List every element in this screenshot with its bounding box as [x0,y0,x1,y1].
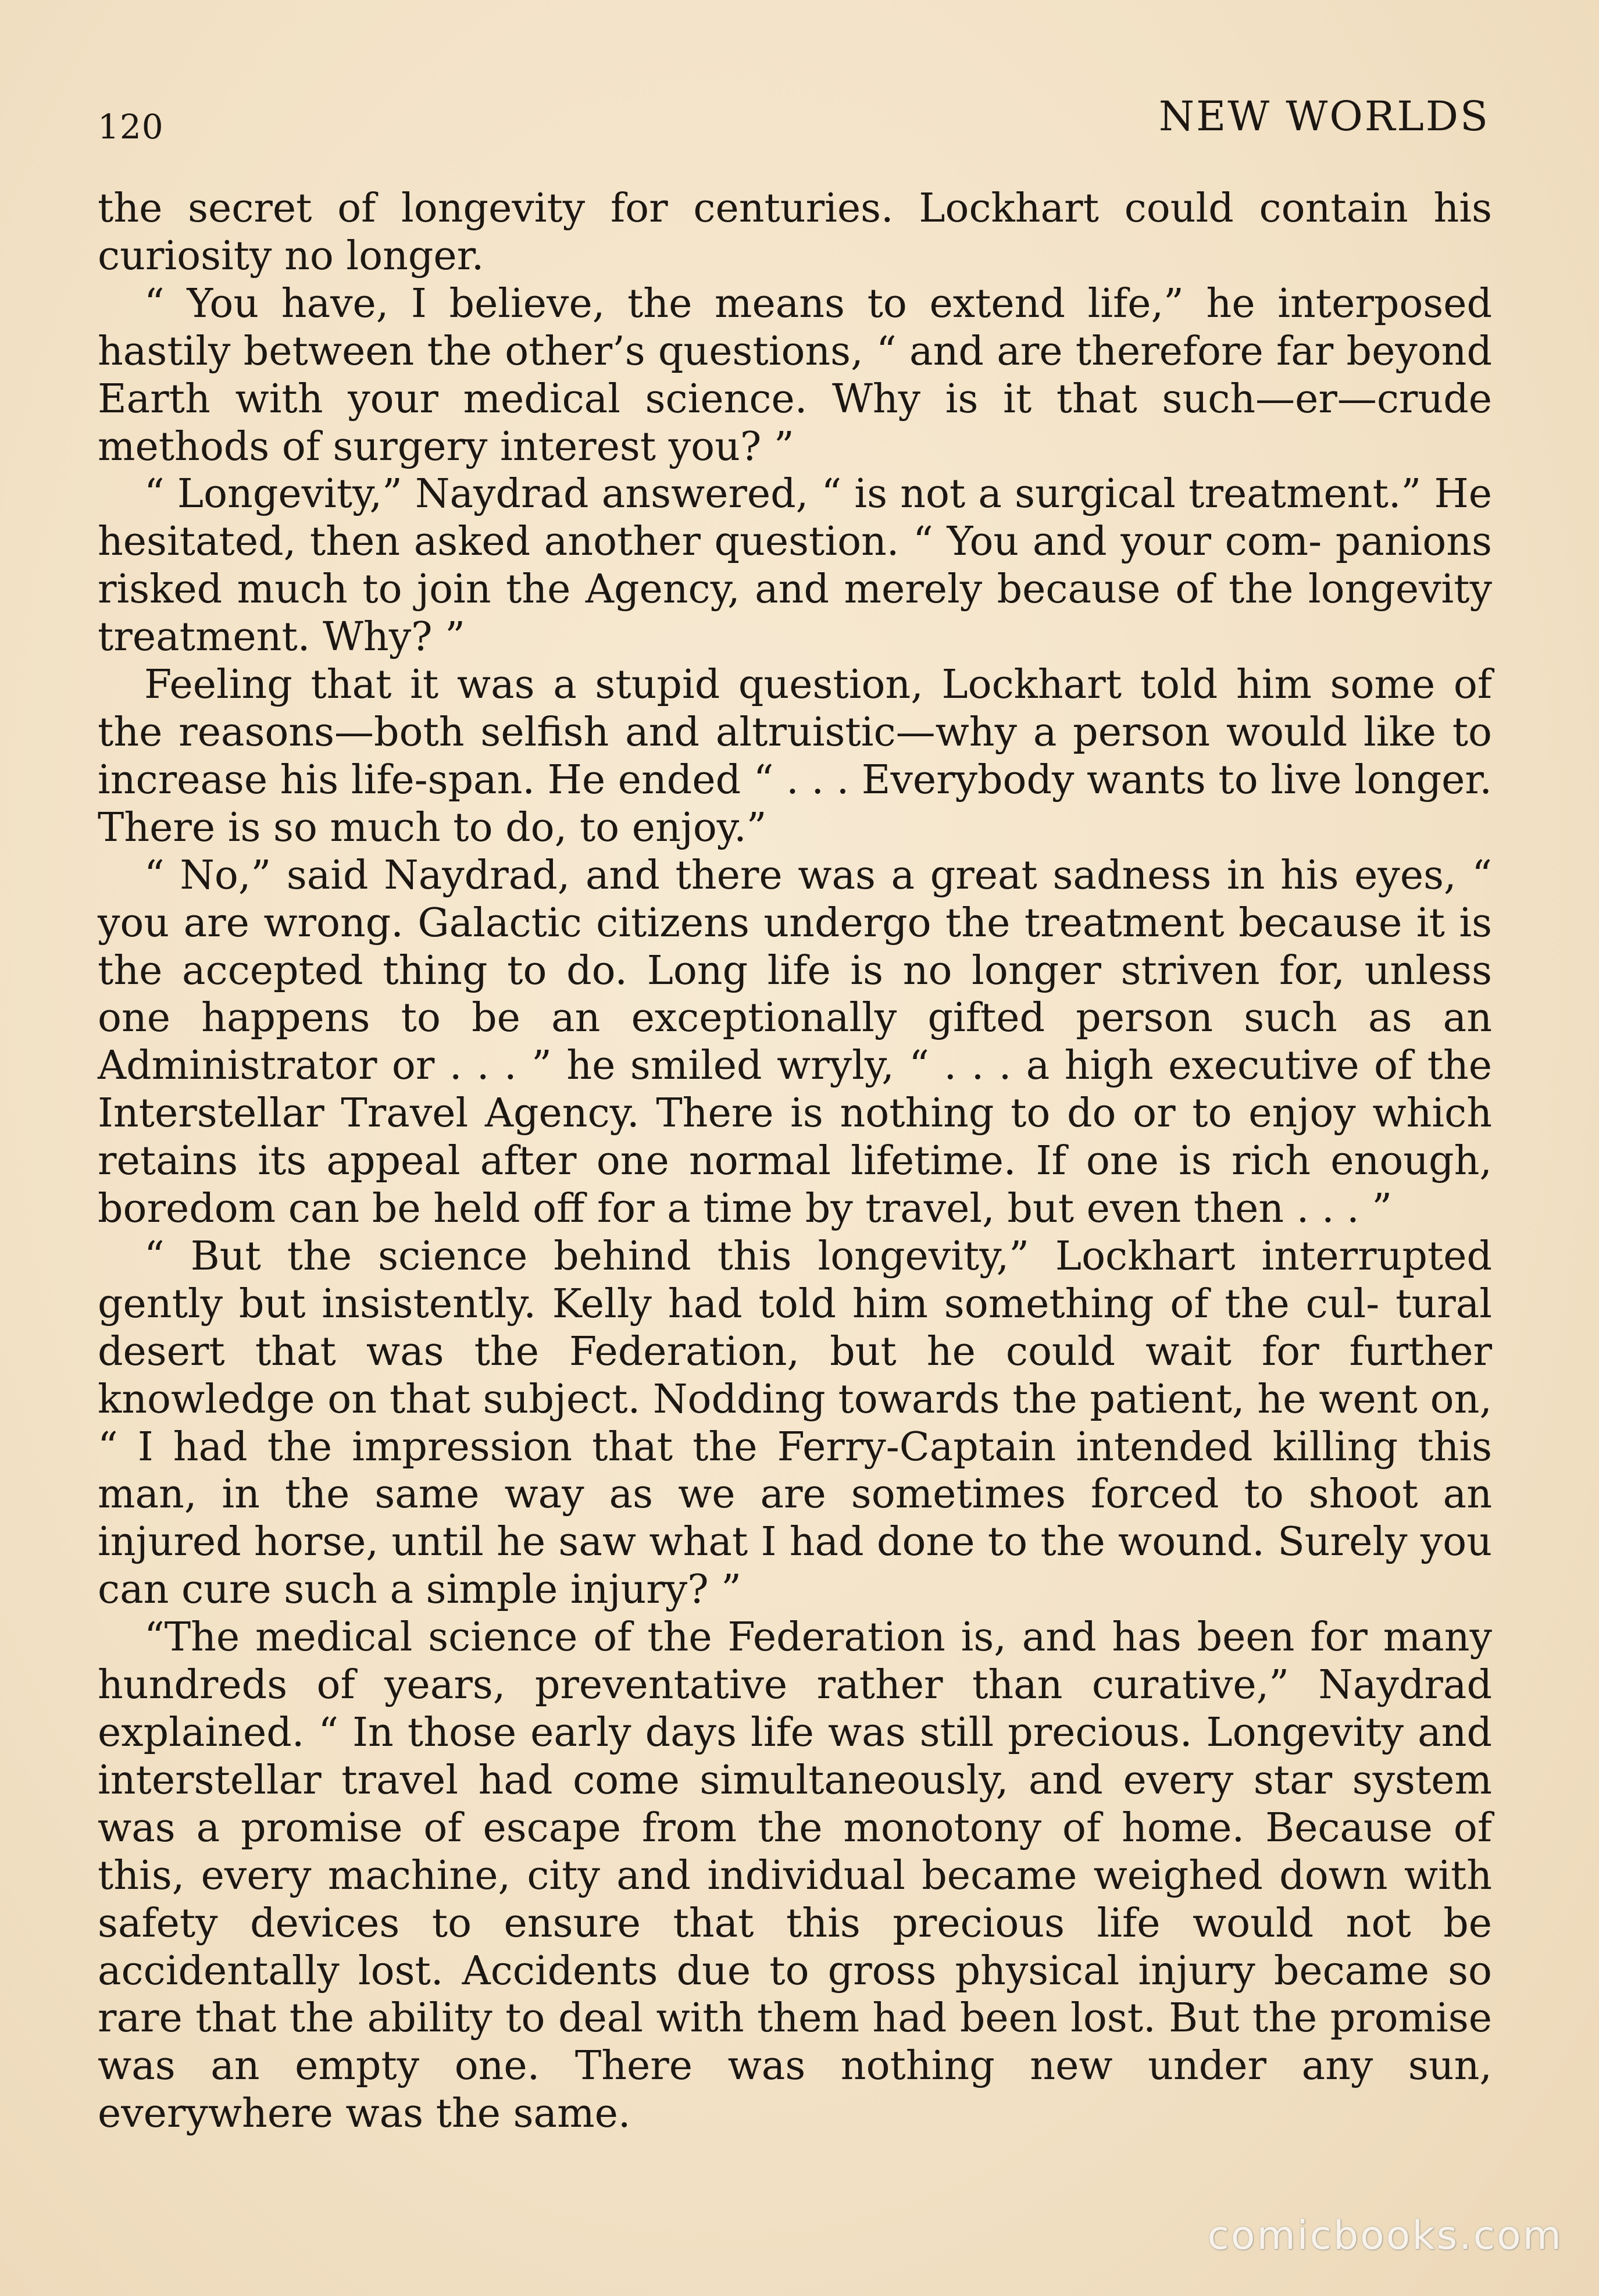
paragraph: “The medical science of the Federation is, and has been for many hundreds of years, preventative rather than curative,” Naydrad explained. “ In those early days life was still precious. Longevity and interstellar travel had come simultaneously, and every star system was a promise of escape from the monotony of home. Because of this, every machine, city and individual became weighed down with safety devices to ensure that this precious life would not be accidentally lost. Accidents due to gross physical injury became so rare that the ability to deal with them had been lost. But the promise was an empty one. There was nothing new under any sun, everywhere was the same. [98,1614,1492,2137]
page-header [98,87,1490,151]
page-number: 120 [98,107,164,147]
paragraph: “ But the science behind this longevity,” Lockhart interrupted gently but insistently. Kelly had told him something of the cul- tural desert that was the Federation, but he could wait for further knowledge on that subject. Nodding towards the patient, he went on, “ I had the impression that the Ferry-Captain intended killing this man, in the same way as we are sometimes forced to shoot an injured horse, until he saw what I had done to the wound. Surely you can cure such a simple injury? ” [98,1233,1492,1613]
paragraph: “ No,” said Naydrad, and there was a great sadness in his eyes, “ you are wrong. Galactic citizens undergo the treatment because it is the accepted thing to do. Long life is no longer striven for, unless one happens to be an exceptionally gifted person such as an Administrator or . . . ” he smiled wryly, “ . . . a high executive of the Interstellar Travel Agency. There is nothing to do or to enjoy which retains its appeal after one normal lifetime. If one is rich enough, boredom can be held off for a time by travel, but even then . . . ” [98,852,1492,1232]
paragraph: the secret of longevity for centuries. Lockhart could contain his curiosity no longer. [98,186,1492,279]
running-head: NEW WORLDS [1158,92,1490,140]
paragraph: “ You have, I believe, the means to extend life,” he interposed hastily between the other’s questions, “ and are therefore far beyond Earth with your medical science. Why is it that such—er—crude methods of surgery interest you? ” [98,280,1492,470]
paragraph: “ Longevity,” Naydrad answered, “ is not a surgical treatment.” He hesitated, then asked another question. “ You and your com- panions risked much to join the Agency, and merely because of the longevity treatment. Why? ” [98,471,1492,661]
body-text [98,185,1492,2138]
paragraph: Feeling that it was a stupid question, Lockhart told him some of the reasons—both selfish and altruistic—why a person would like to increase his life-span. He ended “ . . . Everybody wants to live longer. There is so much to do, to enjoy.” [98,662,1492,851]
watermark: comicbooks.com [1207,2213,1563,2259]
